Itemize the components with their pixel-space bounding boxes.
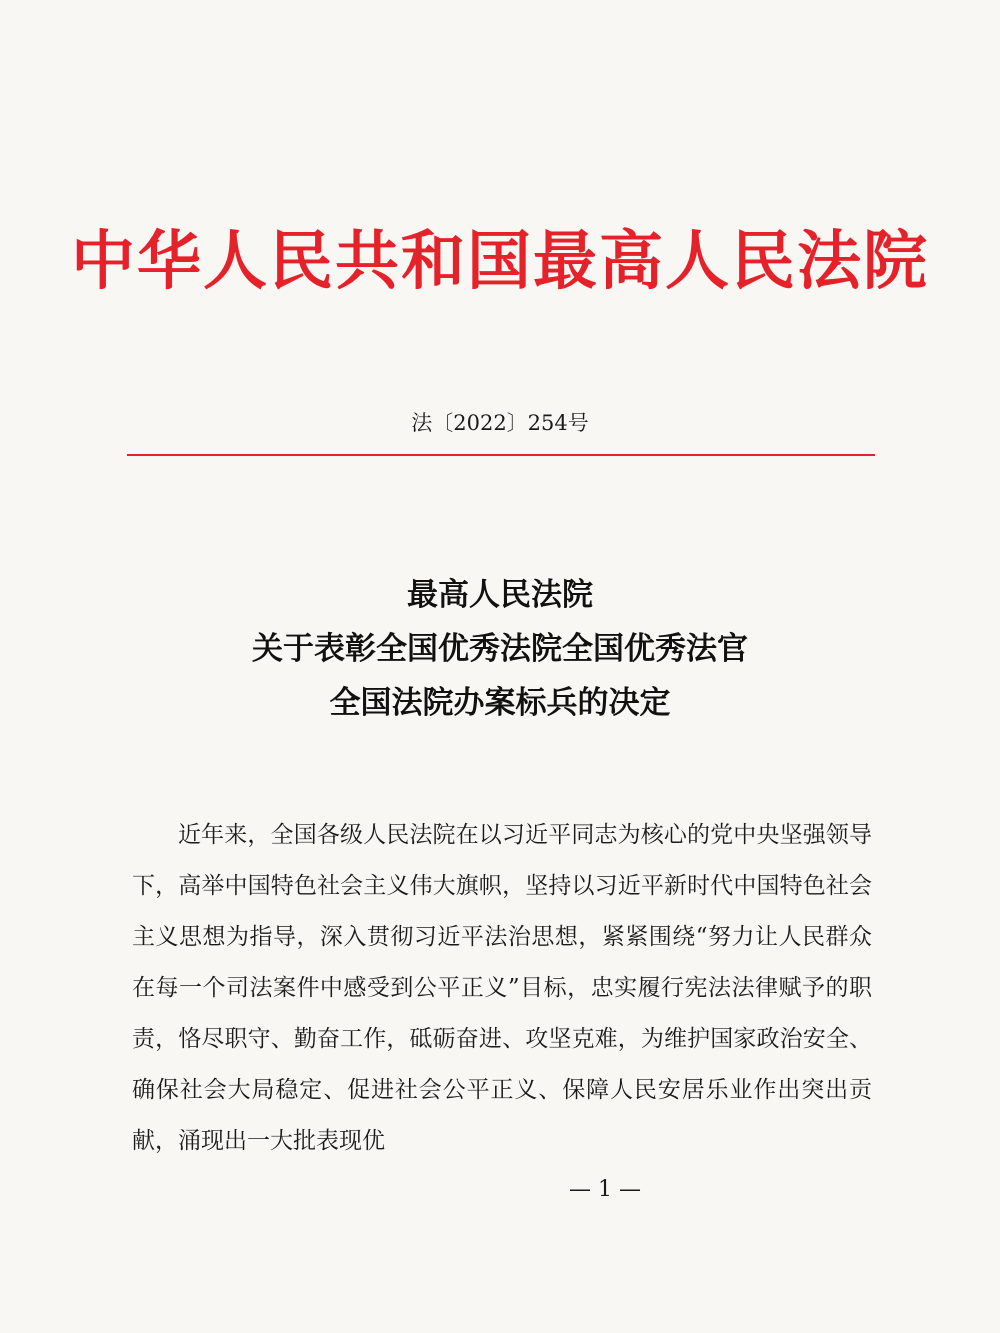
title-line-1: 最高人民法院 bbox=[407, 577, 593, 613]
title-line-3: 全国法院办案标兵的决定 bbox=[329, 685, 671, 721]
document-title bbox=[0, 568, 1000, 730]
red-divider-line bbox=[127, 454, 875, 456]
document-number: 法〔2022〕254号 bbox=[411, 411, 589, 435]
page-number: — 1 — bbox=[569, 1177, 641, 1202]
issuer-header: 中华人民共和国最高人民法院 bbox=[71, 224, 929, 299]
body-paragraph: 近年来，全国各级人民法院在以习近平同志为核心的党中央坚强领导下，高举中国特色社会主义伟大旗帜，坚持以习近平新时代中国特色社会主义思想为指导，深入贯彻习近平法治思想，紧紧围绕“努力让人民群众在每一个司法案件中感受到公平正义”目标，忠实履行宪法法律赋予的职责，恪尽职守、勤奋工作，砥砺奋进、攻坚克难，为维护国家政治安全、确保社会大局稳定、促进社会公平正义、保障人民安居乐业作出突出贡献，涌现出一大批表现优 bbox=[132, 822, 872, 1154]
title-line-2: 关于表彰全国优秀法院全国优秀法官 bbox=[252, 631, 748, 667]
